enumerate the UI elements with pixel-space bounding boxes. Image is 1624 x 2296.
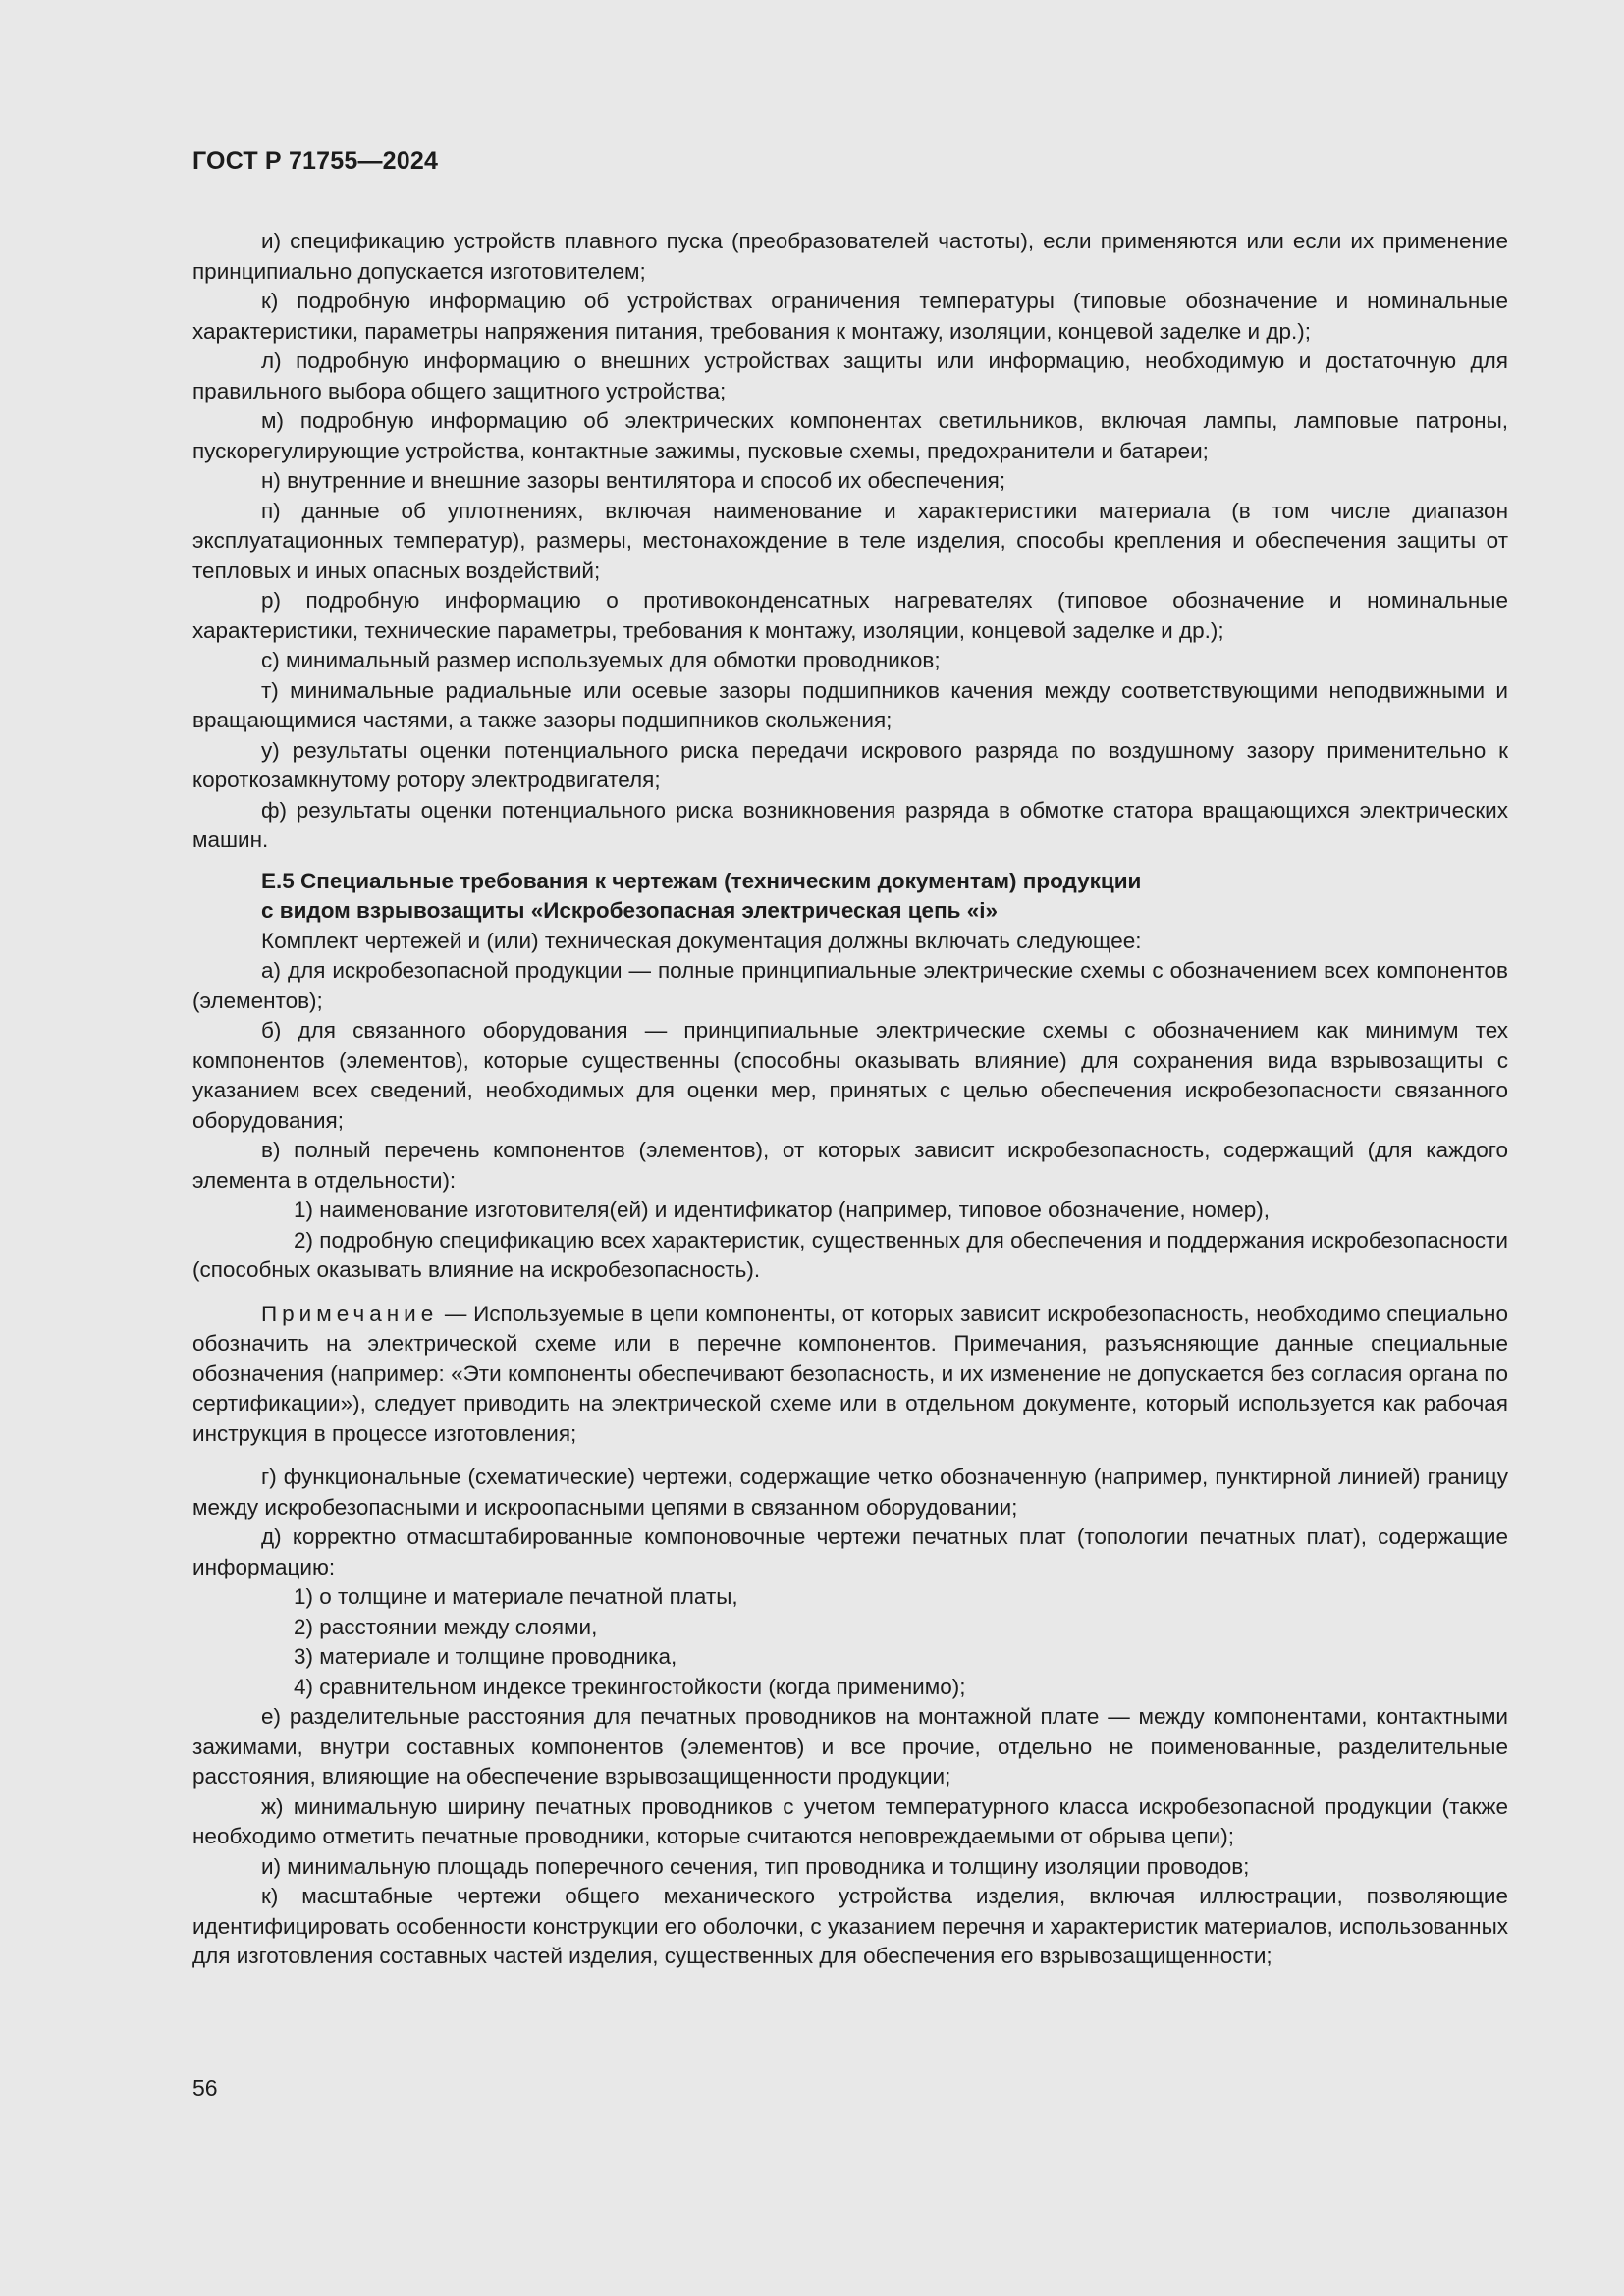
document-code-header: ГОСТ Р 71755—2024 (192, 147, 439, 175)
sub-item-d-4: 4) сравнительном индексе трекингостойкости (когда применимо); (294, 1674, 966, 1699)
list-item-v: в) полный перечень компонентов (элементов), от которых зависит искробезопасность, содержащий (для каждого элемента в отдельности): (192, 1138, 1508, 1193)
sub-item-v-2: 2) подробную спецификацию всех характеристик, существенных для обеспечения и поддержания искробезопасности (способных оказывать влияние на искробезопасность). (192, 1227, 1508, 1282)
list-item: л) подробную информацию о внешних устройствах защиты или информацию, необходимую и достаточную для правильного выбора общего защитного устройства; (192, 348, 1508, 403)
sub-item-d-1: 1) о толщине и материале печатной платы, (294, 1584, 738, 1609)
list-item: т) минимальные радиальные или осевые зазоры подшипников качения между соответствующими неподвижными и вращающимися частями, а также зазоры подшипников скольжения; (192, 677, 1508, 732)
note-paragraph (192, 1300, 1508, 1450)
note-text: — Используемые в цепи компоненты, от которых зависит искробезопасность, необходимо специально обозначить на электрической схеме или в перечне компонентов. Примечания, разъясняющие данные специальные обозначения (например: «Эти компоненты обеспечивают безопасность, и их изменение не допускается без согласия органа по сертификации»), следует приводить на электрической схеме или в отдельном документе, который используется как рабочая инструкция в процессе изготовления; (192, 1301, 1508, 1446)
list-item: у) результаты оценки потенциального риска передачи искрового разряда по воздушному зазору применительно к короткозамкнутому ротору электродвигателя; (192, 737, 1508, 792)
list-item-zh: ж) минимальную ширину печатных проводников с учетом температурного класса искробезопасной продукции (также необходимо отметить печатные проводники, которые считаются неповреждаемыми от обрыва цепи); (192, 1793, 1508, 1848)
section-intro: Комплект чертежей и (или) техническая документация должны включать следующее: (261, 928, 1142, 953)
list-item-e: е) разделительные расстояния для печатных проводников на монтажной плате — между компонентами, контактными зажимами, внутри составных компонентов (элементов) и все прочие, отдельно не поименованные, разделительные расстояния, влияющие на обеспечение взрывозащищенности продукции; (192, 1704, 1508, 1789)
list-item: к) подробную информацию об устройствах ограничения температуры (типовые обозначение и номинальные характеристики, параметры напряжения питания, требования к монтажу, изоляции, концевой заделке и др.); (192, 289, 1508, 344)
list-item-d: д) корректно отмасштабированные компоновочные чертежи печатных плат (топологии печатных плат), содержащие информацию: (192, 1524, 1508, 1579)
section-heading (192, 867, 1508, 927)
page-number: 56 (192, 2075, 218, 2101)
list-item-k: к) масштабные чертежи общего механического устройства изделия, включая иллюстрации, позволяющие идентифицировать особенности конструкции его оболочки, с указанием перечня и характеристик материалов, использованных для изготовления составных частей изделия, существенных для обеспечения его взрывозащищенности; (192, 1884, 1508, 1968)
section-title-line-2: с видом взрывозащиты «Искробезопасная электрическая цепь «i» (261, 898, 999, 923)
list-item-i: и) минимальную площадь поперечного сечения, тип проводника и толщину изоляции проводов; (261, 1853, 1250, 1879)
list-item-b: б) для связанного оборудования — принципиальные электрические схемы с обозначением как минимум тех компонентов (элементов), которые существенны (способны оказывать влияние) для сохранения вида взрывозащиты с указанием всех сведений, необходимых для оценки мер, принятых с целью обеспечения искробезопасности связанного оборудования; (192, 1018, 1508, 1133)
page-body (192, 227, 1508, 1972)
list-item: н) внутренние и внешние зазоры вентилятора и способ их обеспечения; (261, 468, 1006, 493)
sub-item-d-3: 3) материале и толщине проводника, (294, 1644, 677, 1669)
note-label: Примечание (261, 1301, 439, 1326)
list-item-g: г) функциональные (схематические) чертежи, содержащие четко обозначенную (например, пунктирной линией) границу между искробезопасными и искроопасными цепями в связанном оборудовании; (192, 1465, 1508, 1520)
list-item: п) данные об уплотнениях, включая наименование и характеристики материала (в том числе диапазон эксплуатационных температур), размеры, местонахождение в теле изделия, способы крепления и обеспечения защиты от тепловых и иных опасных воздействий; (192, 498, 1508, 583)
list-item: м) подробную информацию об электрических компонентах светильников, включая лампы, ламповые патроны, пускорегулирующие устройства, контактные зажимы, пусковые схемы, предохранители и батареи; (192, 408, 1508, 463)
section-title-line-1: Е.5 Специальные требования к чертежам (техническим документам) продукции (261, 868, 1142, 893)
sub-item-v-1: 1) наименование изготовителя(ей) и идентификатор (например, типовое обозначение, номер), (294, 1198, 1270, 1222)
sub-item-d-2: 2) расстоянии между слоями, (294, 1614, 598, 1639)
list-item-a: а) для искробезопасной продукции — полные принципиальные электрические схемы с обозначением всех компонентов (элементов); (192, 958, 1508, 1013)
list-item: ф) результаты оценки потенциального риска возникновения разряда в обмотке статора вращающихся электрических машин. (192, 797, 1508, 852)
list-item: р) подробную информацию о противоконденсатных нагревателях (типовое обозначение и номинальные характеристики, технические параметры, требования к монтажу, изоляции, концевой заделке и др.); (192, 588, 1508, 643)
list-item: с) минимальный размер используемых для обмотки проводников; (261, 648, 941, 672)
list-item: и) спецификацию устройств плавного пуска (преобразователей частоты), если применяются или если их применение принципиально допускается изготовителем; (192, 229, 1508, 284)
